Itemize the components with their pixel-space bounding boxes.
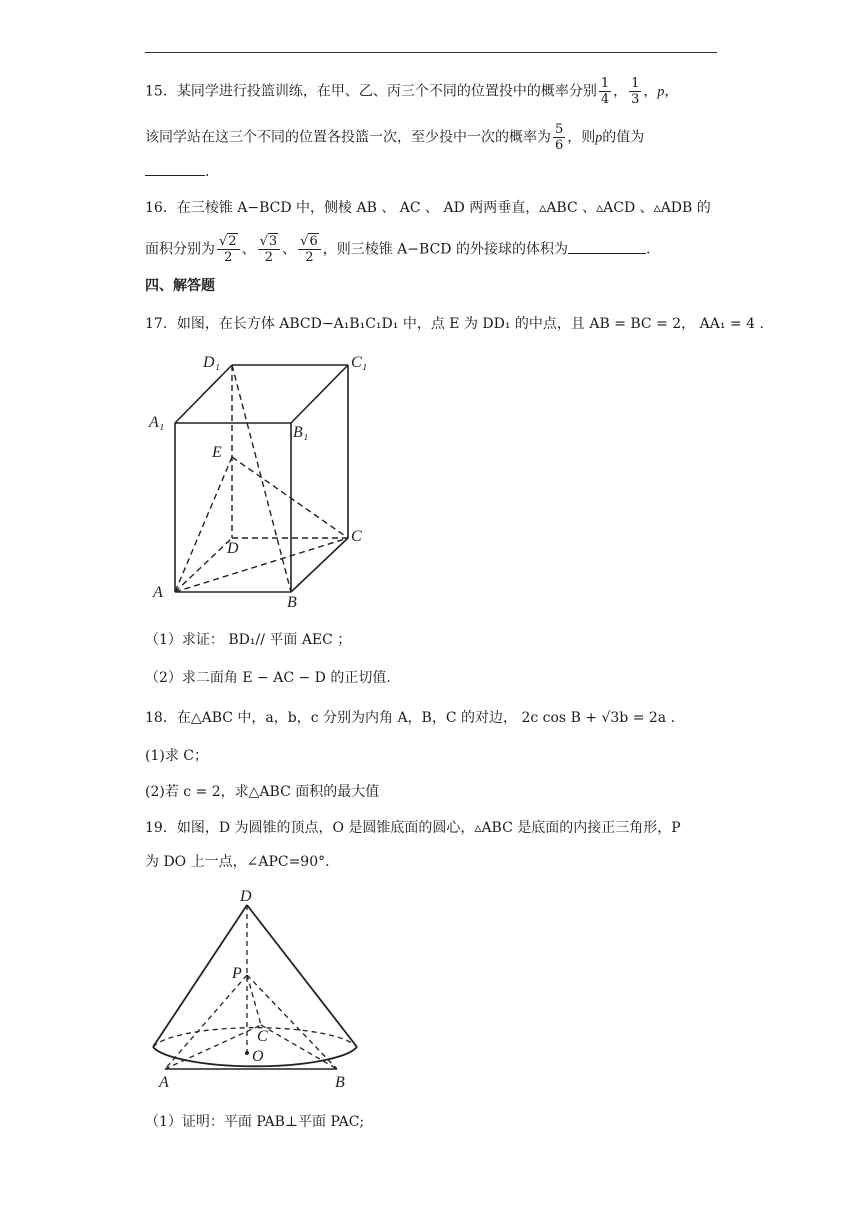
q18-part2: (2)若 c = 2，求△ABC 面积的最大值	[145, 784, 380, 800]
label-A: A	[153, 584, 163, 601]
q19-part1: （1）证明：平面 PAB⊥平面 PAC;	[145, 1114, 365, 1130]
label-E: E	[212, 444, 222, 461]
label-D1: D₁	[203, 354, 221, 371]
cone-label-P: P	[232, 965, 242, 982]
section-heading: 四、解答题	[145, 278, 215, 294]
fraction-1-4: $\frac{1}{4}$	[600, 76, 610, 107]
cone-label-B: B	[335, 1074, 345, 1091]
q18-part1: (1)求 C；	[145, 748, 208, 764]
label-A1: A₁	[149, 414, 165, 431]
label-D: D	[227, 540, 239, 557]
q17-part2: （2）求二面角 E − AC − D 的正切值.	[145, 670, 391, 686]
fraction-sqrt2-2: $\frac{√2}{2}$	[217, 234, 240, 265]
q19-line2: 为 DO 上一点，∠APC=90°.	[145, 854, 330, 870]
header-rule	[145, 52, 717, 53]
q19-line1: 19．如图，D 为圆锥的顶点，O 是圆锥底面的圆心，▵ABC 是底面的内接正三角形，P	[145, 820, 681, 836]
q16-line1: 16．在三棱锥 A−BCD 中，侧棱 AB 、 AC 、 AD 两两垂直，▵ABC 、▵ACD 、▵ADB 的	[145, 200, 711, 216]
fraction-1-3: $\frac{1}{3}$	[631, 76, 640, 107]
q15-line1: 15．某同学进行投篮训练，在甲、乙、丙三个不同的位置投中的概率分别 $\frac{1}{4}$ ， $\frac{1}{3}$ ，p，	[145, 76, 679, 107]
fraction-sqrt6-2: $\frac{√6}{2}$	[298, 234, 321, 265]
fraction-sqrt3-2: $\frac{√3}{2}$	[258, 234, 281, 265]
label-C1: C₁	[351, 354, 368, 371]
label-C: C	[351, 528, 362, 545]
label-B1: B₁	[293, 424, 309, 441]
q16-line2: 面积分别为 $\frac{√2}{2}$ 、 $\frac{√3}{2}$ 、 $\frac{√6}{2}$ ，则三棱锥 A−BCD 的外接球的体积为 .	[145, 234, 651, 265]
q15-text: 15．某同学进行投篮训练，在甲、乙、丙三个不同的位置投中的概率分别	[145, 83, 597, 100]
cone-figure	[145, 885, 370, 1095]
fraction-5-6: $\frac{5}{6}$	[555, 122, 564, 153]
cone-label-A: A	[159, 1074, 169, 1091]
cone-label-D: D	[240, 888, 252, 905]
cone-label-C: C	[257, 1028, 268, 1045]
label-B: B	[287, 594, 297, 611]
q17-line1: 17．如图，在长方体 ABCD−A₁B₁C₁D₁ 中，点 E 为 DD₁ 的中点，且 AB = BC = 2， AA₁ = 4 .	[145, 316, 764, 332]
q15-line2: 该同学站在这三个不同的位置各投篮一次，至少投中一次的概率为 $\frac{5}{6}$ ，则p的值为	[145, 122, 645, 153]
cuboid-figure	[145, 345, 385, 615]
q18-line1: 18．在△ABC 中，a，b，c 分别为内角 A，B，C 的对边， 2c cos B + √3b = 2a .	[145, 710, 676, 726]
q17-part1: （1）求证： BD₁// 平面 AEC ；	[145, 632, 352, 648]
variable-p: p	[657, 84, 665, 100]
q15-answer-blank: .	[145, 162, 209, 182]
cone-label-O: O	[252, 1048, 264, 1065]
